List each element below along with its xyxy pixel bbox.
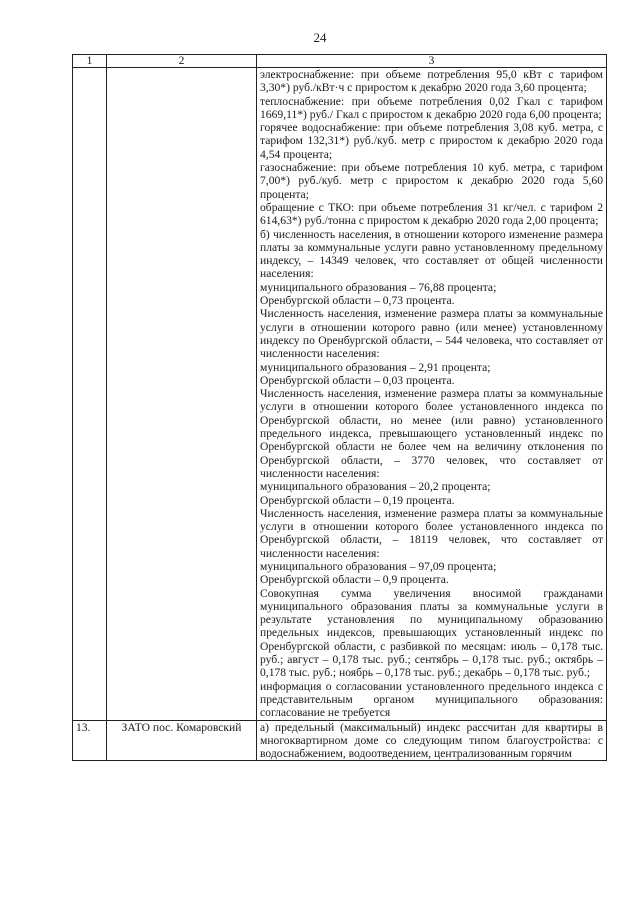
name-cell-empty bbox=[107, 68, 257, 721]
column-header-1: 1 bbox=[73, 55, 107, 68]
table-header-row bbox=[73, 55, 607, 68]
number-cell-empty bbox=[73, 68, 107, 721]
municipality-name: ЗАТО пос. Комаровский bbox=[107, 720, 257, 761]
column-header-2: 2 bbox=[107, 55, 257, 68]
paragraph-region-share: Оренбургской области – 0,73 процента. bbox=[260, 294, 455, 308]
paragraph-region-share: Оренбургской области – 0,9 процента. bbox=[260, 573, 449, 587]
paragraph-total-increase: Совокупная сумма увеличения вносимой гражданами муниципального образования платы за коммунальные услуги в результате установления по муниципальному образованию предельных индексов, превышающих установленный индекс по Оренбургской области, с разбивкой по месяцам: июль – 0,178 тыс. руб.; август – 0,178 тыс. руб.; сентябрь – 0,178 тыс. руб.; октябрь – 0,178 тыс. руб.; ноябрь – 0,178 тыс. руб.; декабрь – 0,178 тыс. руб.; bbox=[260, 586, 603, 680]
description-cell bbox=[257, 68, 607, 721]
description-cell bbox=[257, 720, 607, 761]
paragraph-municipal-share: муниципального образования – 97,09 процента; bbox=[260, 559, 497, 573]
paragraph-waste: обращение с ТКО: при объеме потребления 31 кг/чел. с тарифом 2 614,63*) руб./тонна с приростом к декабрю 2020 года 2,00 процента; bbox=[260, 200, 603, 228]
paragraph-index-a: а) предельный (максимальный) индекс рассчитан для квартиры в многоквартирном доме со следующим типом благоустройства: с водоснабжением, водоотведением, централизованным горячим bbox=[260, 720, 603, 761]
column-header-3: 3 bbox=[257, 55, 607, 68]
paragraph-municipal-share: муниципального образования – 2,91 процента; bbox=[260, 360, 491, 374]
paragraph-population-equal: Численность населения, изменение размера платы за коммунальные услуги в отношении которого равно (или менее) установленному индексу по Оренбургской области, – 544 человека, что составляет от численности населения: bbox=[260, 307, 603, 361]
paragraph-municipal-share: муниципального образования – 20,2 процента; bbox=[260, 480, 491, 494]
paragraph-gas: газоснабжение: при объеме потребления 10 куб. метра, с тарифом 7,00*) руб./куб. метр с приростом к декабрю 2020 года 5,60 процента; bbox=[260, 161, 603, 201]
paragraph-heating: теплоснабжение: при объеме потребления 0,02 Гкал с тарифом 1669,11*) руб./ Гкал с приростом к декабрю 2020 года 6,00 процента; bbox=[260, 94, 603, 121]
paragraph-region-share: Оренбургской области – 0,19 процента. bbox=[260, 493, 455, 507]
paragraph-population-between: Численность населения, изменение размера платы за коммунальные услуги в отношении которого более установленного индекса по Оренбургской области, но менее (или равно) установленного предельного индекса, превышающего установленный индекс по Оренбургской области не более чем на величину отклонения по Оренбургской области, – 3770 человек, что составляет от численности населения: bbox=[260, 387, 603, 480]
paragraph-approval-info: информация о согласовании установленного предельного индекса с представительным органом муниципального образования: согласование не требуется bbox=[260, 679, 603, 720]
paragraph-municipal-share: муниципального образования – 76,88 процента; bbox=[260, 280, 497, 294]
table-row-continuation bbox=[73, 68, 607, 721]
paragraph-hot-water: горячее водоснабжение: при объеме потребления 3,08 куб. метра, с тарифом 132,31*) руб./куб. метр с приростом к декабрю 2020 года 4,54 процента; bbox=[260, 121, 603, 161]
table-row-13 bbox=[73, 720, 607, 761]
paragraph-population-above: Численность населения, изменение размера платы за коммунальные услуги в отношении которого более установленного индекса по Оренбургской области, – 18119 человек, что составляет от численности населения: bbox=[260, 506, 603, 560]
paragraph-population-b: б) численность населения, в отношении которого изменение размера платы за коммунальные услуги равно установленному предельному индексу, – 14349 человек, что составляет от общей численности населения: bbox=[260, 227, 603, 281]
regulation-table bbox=[72, 54, 607, 761]
row-number: 13. bbox=[73, 720, 107, 761]
paragraph-region-share: Оренбургской области – 0,03 процента. bbox=[260, 373, 455, 387]
page-number: 24 bbox=[313, 30, 327, 45]
paragraph-electricity: электроснабжение: при объеме потребления 95,0 кВт с тарифом 3,30*) руб./кВт·ч с приростом к декабрю 2020 года 3,60 процента; bbox=[260, 68, 603, 95]
